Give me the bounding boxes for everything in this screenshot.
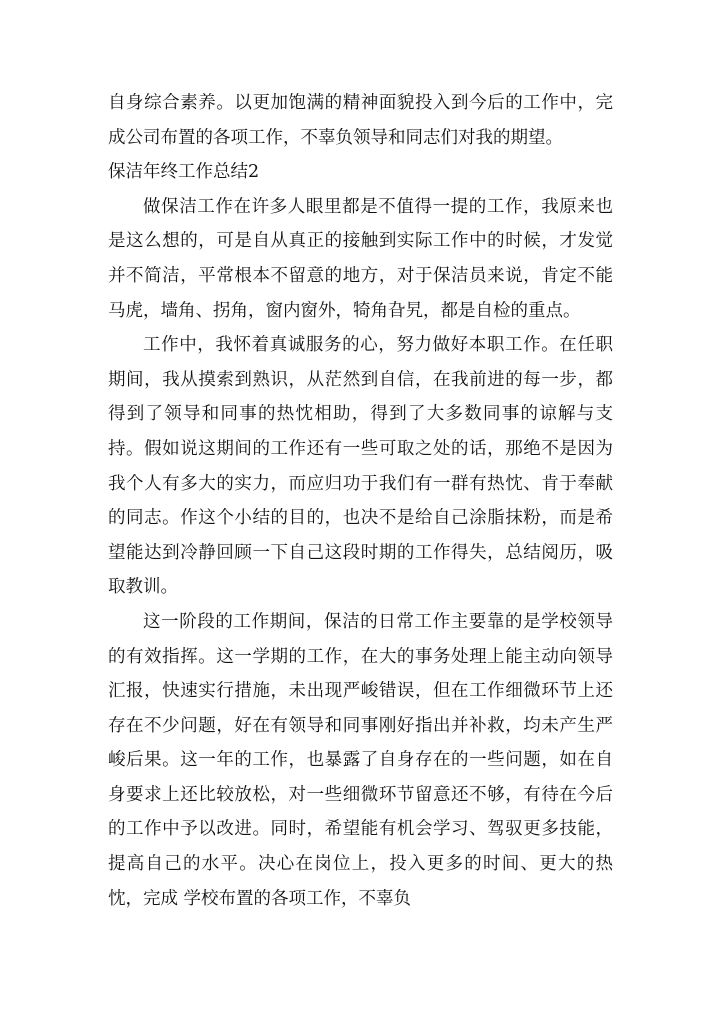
paragraph: 这一阶段的工作期间，保洁的日常工作主要靠的是学校领导的有效指挥。这一学期的工作，在大的事务处理上能主动向领导汇报，快速实行措施，未出现严峻错误，但在工作细微环节上还存在不少问题，好在有领导和同事刚好指出并补救，均未产生严峻后果。这一年的工作，也暴露了自身存在的一些问题，如在自身要求上还比较放松，对一些细微环节留意还不够，有待在今后的工作中予以改进。同时，希望能有机会学习、驾驭更多技能，提高自己的水平。决心在岗位上，投入更多的时间、更大的热忱，完成 学校布置的各项工作，不辜负 [108,611,613,909]
paragraph: 工作中，我怀着真诚服务的心，努力做好本职工作。在任职期间，我从摸索到熟识，从茫然到自信，在我前进的每一步，都得到了领导和同事的热忱相助，得到了大多数同事的谅解与支持。假如说这期间的工作还有一些可取之处的话，那绝不是因为我个人有多大的实力，而应归功于我们有一群有热忱、肯于奉献的同志。作这个小结的目的，也决不是给自己涂脂抹粉，而是希望能达到冷静回顾一下自己这段时期的工作得失，总结阅历，吸取教训。 [108,335,613,598]
section-heading: 保洁年终工作总结2 [108,162,260,183]
document-page [108,86,613,916]
paragraph-continuation: 自身综合素养。以更加饱满的精神面貌投入到今后的工作中，完成公司布置的各项工作，不辜负领导和同志们对我的期望。 [108,93,613,148]
paragraph: 做保洁工作在许多人眼里都是不值得一提的工作，我原来也是这么想的，可是自从真正的接触到实际工作中的时候，才发觉并不简洁，平常根本不留意的地方，对于保洁员来说，肯定不能马虎，墙角、拐角，窗内窗外，犄角旮旯，都是自检的重点。 [108,196,613,321]
